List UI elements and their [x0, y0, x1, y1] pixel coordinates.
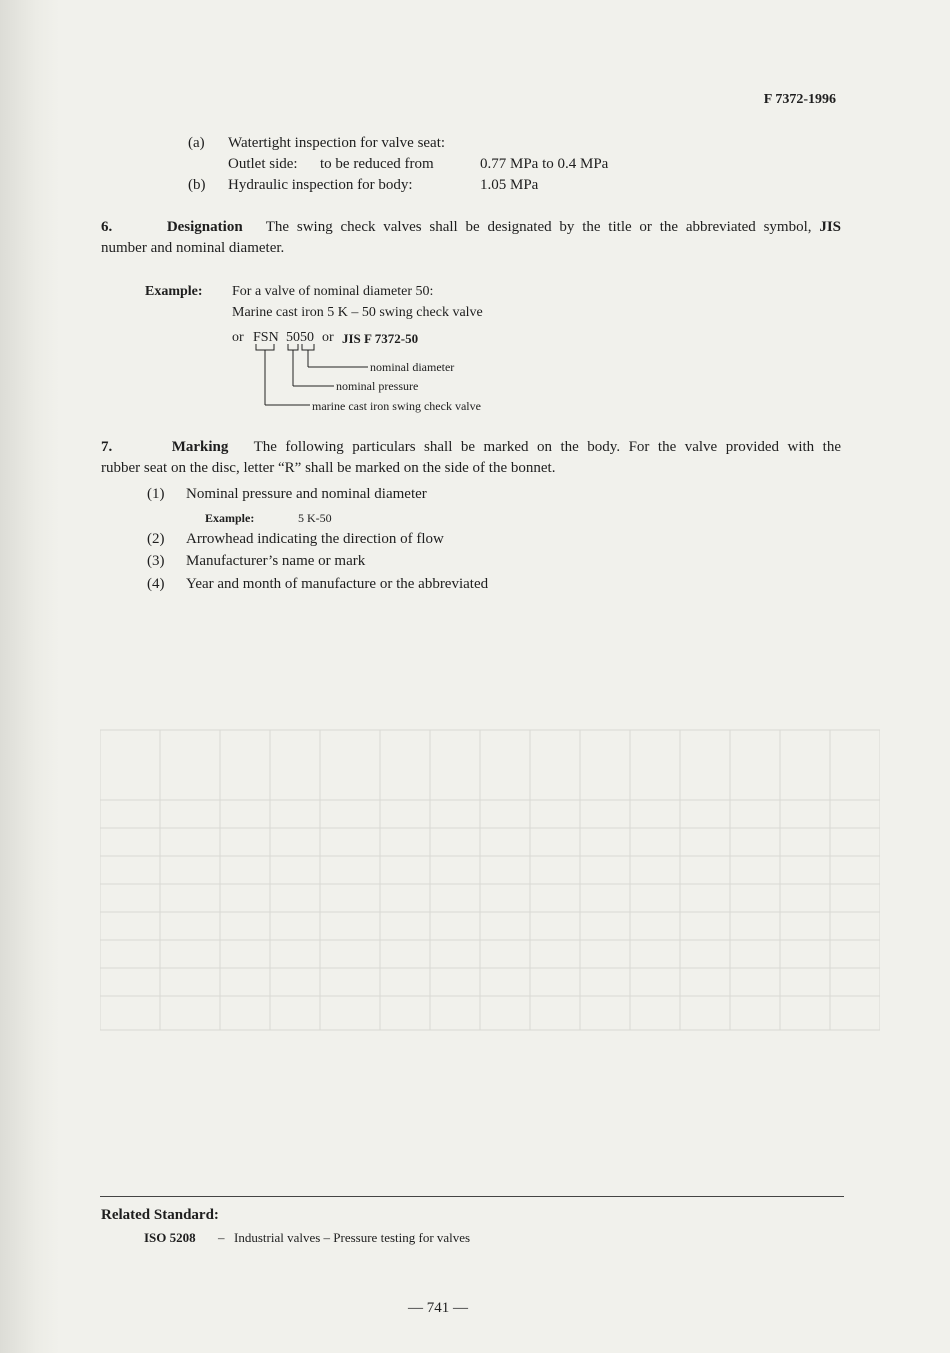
section6-example-label: Example:	[145, 284, 203, 299]
item-a-label: (a)	[188, 135, 205, 151]
section6-example-line1: For a valve of nominal diameter 50:	[232, 284, 434, 299]
marking-item-2-num: (2)	[147, 531, 165, 547]
designation-code: 5050	[286, 330, 314, 345]
designation-callout-lines	[0, 0, 950, 420]
outlet-side-label: Outlet side:	[228, 156, 298, 172]
outlet-side-text: to be reduced from	[320, 156, 434, 172]
section6-line2: number and nominal diameter.	[101, 240, 285, 256]
section7-line2: rubber seat on the disc, letter “R” shall be marked on the side of the bonnet.	[101, 460, 556, 476]
marking-item-1-num: (1)	[147, 486, 165, 502]
section7-line1	[101, 439, 841, 456]
designation-or-2: or	[322, 330, 334, 345]
marking-item-4-text: Year and month of manufacture or the abbreviated	[186, 576, 489, 592]
item-a-text: Watertight inspection for valve seat:	[228, 135, 446, 151]
callout-nominal-pressure: nominal pressure	[336, 379, 419, 393]
marking-item-3-num: (3)	[147, 553, 165, 569]
related-standard-heading: Related Standard:	[101, 1207, 219, 1223]
related-standard-code: ISO 5208	[144, 1230, 196, 1245]
marking-example-value: 5 K-50	[298, 511, 332, 525]
callout-valve-type: marine cast iron swing check valve	[312, 399, 481, 413]
marking-item-1-text: Nominal pressure and nominal diameter	[186, 486, 427, 502]
marking-item-4-num: (4)	[147, 576, 165, 592]
designation-jis-ref: JIS F 7372-50	[342, 331, 419, 346]
marking-example-label: Example:	[205, 511, 255, 525]
item-b-label: (b)	[188, 177, 206, 193]
section7-title: Marking	[171, 439, 229, 455]
item-b-text: Hydraulic inspection for body:	[228, 177, 413, 193]
footnote-divider	[100, 1196, 844, 1197]
designation-or-1: or	[232, 330, 244, 345]
page-number: — 741 —	[408, 1300, 468, 1316]
marking-item-2-text: Arrowhead indicating the direction of flow	[186, 531, 444, 547]
section6-number: 6.	[101, 219, 113, 235]
callout-nominal-diameter: nominal diameter	[370, 360, 455, 374]
designation-symbol: FSN	[253, 330, 279, 345]
section7-number: 7.	[101, 439, 113, 455]
related-standard-title: Industrial valves – Pressure testing for valves	[234, 1230, 471, 1245]
marking-item-3-text: Manufacturer’s name or mark	[186, 553, 366, 569]
section6-jis: JIS	[819, 219, 841, 235]
item-b-value: 1.05 MPa	[480, 177, 539, 193]
outlet-side-value: 0.77 MPa to 0.4 MPa	[480, 156, 609, 172]
section7-line1-text: The following particulars shall be marked on the body. For the valve provided with the	[253, 439, 842, 455]
section6-title: Designation	[166, 219, 243, 235]
related-standard-dash: –	[218, 1230, 225, 1245]
bleed-through-table	[100, 720, 880, 1040]
section6-line1-text: The swing check valves shall be designated by the title or the abbreviated symbol,	[265, 219, 812, 235]
document-number: F 7372-1996	[763, 92, 836, 107]
section6-example-line2: Marine cast iron 5 K – 50 swing check valve	[232, 305, 483, 320]
